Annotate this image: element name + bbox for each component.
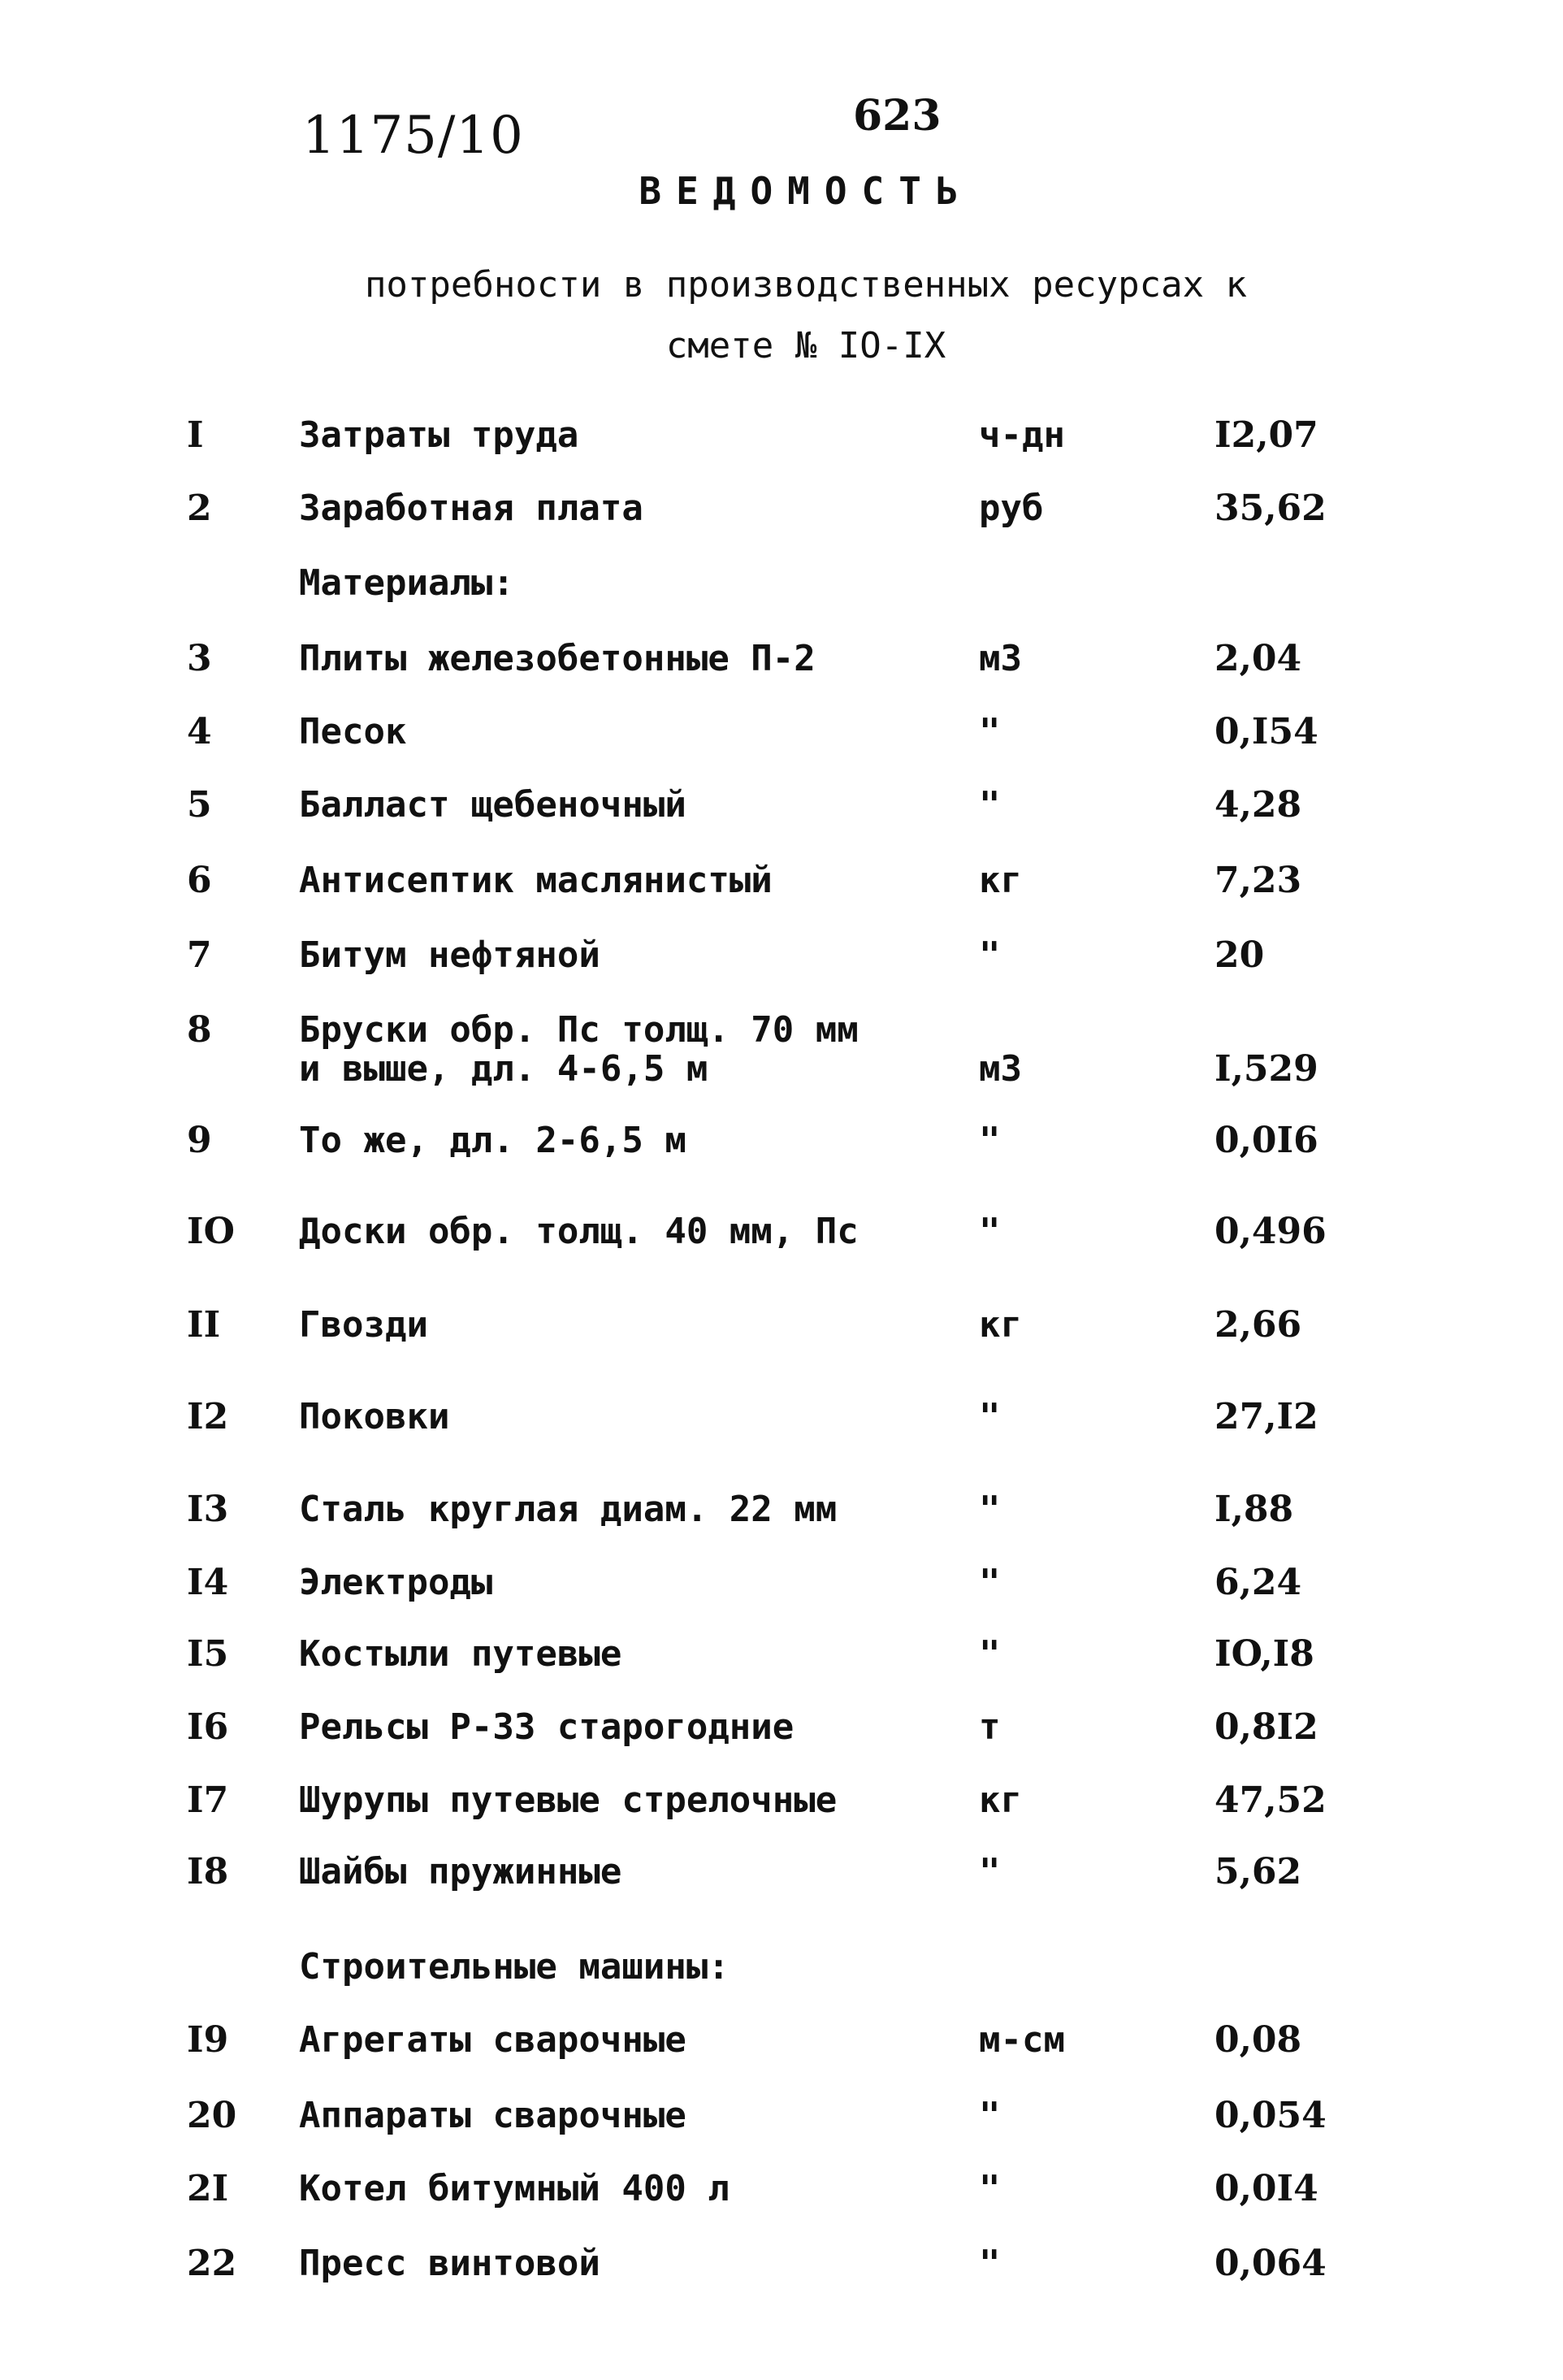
row-unit: " [979, 711, 1001, 752]
row-unit: " [979, 934, 1001, 976]
row-number: 2I [187, 2168, 229, 2209]
row-number: I6 [187, 1706, 229, 1748]
row-quantity: 7,23 [1214, 860, 1302, 901]
subtitle-line-1: потребности в производственных ресурсах к [364, 264, 1248, 306]
row-unit: " [979, 1633, 1001, 1675]
row-quantity: 27,I2 [1214, 1396, 1318, 1437]
row-quantity: 2,66 [1214, 1304, 1302, 1346]
row-unit: кг [979, 1780, 1022, 1821]
row-unit: ч-дн [979, 414, 1065, 456]
row-unit: кг [979, 860, 1022, 901]
row-quantity: I,88 [1214, 1489, 1294, 1530]
section-heading-machines: Строительные машины: [299, 1946, 730, 1988]
row-quantity: 0,054 [1214, 2095, 1327, 2136]
row-name: Костыли путевые [299, 1633, 622, 1675]
row-number: 6 [187, 860, 212, 901]
row-name: Песок [299, 711, 407, 752]
row-unit: кг [979, 1304, 1022, 1346]
row-unit: " [979, 2095, 1001, 2136]
row-number: I5 [187, 1633, 229, 1675]
row-unit: " [979, 1851, 1001, 1892]
row-number: I8 [187, 1851, 229, 1892]
row-quantity: 2,04 [1214, 638, 1302, 679]
row-name: Затраты труда [299, 414, 579, 456]
row-name: Шайбы пружинные [299, 1851, 622, 1892]
row-unit: т [979, 1706, 1001, 1748]
row-quantity: 0,8I2 [1214, 1706, 1318, 1748]
row-name: Шурупы путевые стрелочные [299, 1780, 838, 1821]
row-name: Битум нефтяной [299, 934, 600, 976]
row-unit: м-см [979, 2019, 1065, 2061]
row-quantity: 0,0I4 [1214, 2168, 1318, 2209]
row-number: IO [187, 1211, 235, 1252]
row-number: 7 [187, 934, 212, 976]
row-quantity: 4,28 [1214, 784, 1302, 826]
row-quantity: I2,07 [1214, 414, 1318, 456]
row-name: Агрегаты сварочные [299, 2019, 686, 2061]
row-quantity: 5,62 [1214, 1851, 1302, 1892]
row-name: Аппараты сварочные [299, 2095, 686, 2136]
row-unit: " [979, 2243, 1001, 2284]
row-name: Антисептик маслянистый [299, 860, 773, 901]
row-number: I [187, 414, 204, 456]
row-name: Сталь круглая диам. 22 мм [299, 1489, 838, 1530]
row-number: 2 [187, 488, 212, 529]
row-unit: " [979, 1396, 1001, 1437]
row-name: Гвозди [299, 1304, 428, 1346]
row-quantity: 6,24 [1214, 1562, 1302, 1603]
row-unit: " [979, 1489, 1001, 1530]
row-unit: " [979, 784, 1001, 826]
row-unit: м3 [979, 638, 1022, 679]
row-quantity: 0,496 [1214, 1211, 1327, 1252]
row-quantity: IO,I8 [1214, 1633, 1314, 1675]
row-number: 8 [187, 1009, 212, 1051]
row-name: Котел битумный 400 л [299, 2168, 730, 2209]
row-number: 20 [187, 2095, 237, 2136]
document-title: ВЕДОМОСТЬ [639, 169, 973, 213]
row-quantity: 0,064 [1214, 2243, 1327, 2284]
row-quantity: 0,08 [1214, 2019, 1302, 2061]
subtitle-line-2: смете № IO-IX [665, 325, 946, 366]
handwritten-reference: 1175/10 [302, 106, 524, 166]
row-quantity: 20 [1214, 934, 1265, 976]
row-number: 3 [187, 638, 212, 679]
row-name: То же, дл. 2-6,5 м [299, 1120, 686, 1161]
row-quantity: I,529 [1214, 1048, 1318, 1090]
row-number: 5 [187, 784, 212, 826]
row-number: I9 [187, 2019, 229, 2061]
section-heading-materials: Материалы: [299, 562, 514, 604]
row-name: Рельсы Р-33 старогодние [299, 1706, 794, 1748]
row-unit: " [979, 1120, 1001, 1161]
row-unit: " [979, 2168, 1001, 2209]
row-unit: " [979, 1562, 1001, 1603]
row-number: I3 [187, 1489, 229, 1530]
row-unit: руб [979, 488, 1044, 529]
page-number: 623 [853, 91, 942, 141]
row-unit: " [979, 1211, 1001, 1252]
row-number: 22 [187, 2243, 237, 2284]
row-number: 4 [187, 711, 212, 752]
row-quantity: 0,0I6 [1214, 1120, 1318, 1161]
row-name: Поковки [299, 1396, 450, 1437]
row-number: II [187, 1304, 221, 1346]
row-number: I7 [187, 1780, 229, 1821]
row-quantity: 35,62 [1214, 488, 1327, 529]
row-number: I4 [187, 1562, 229, 1603]
row-number: 9 [187, 1120, 212, 1161]
row-number: I2 [187, 1396, 229, 1437]
row-name: Пресс винтовой [299, 2243, 600, 2284]
row-name: Балласт щебеночный [299, 784, 686, 826]
row-quantity: 47,52 [1214, 1780, 1327, 1821]
row-name: Плиты железобетонные П-2 [299, 638, 816, 679]
row-name: Заработная плата [299, 488, 643, 529]
row-name: Бруски обр. Пс толщ. 70 мм [299, 1009, 859, 1051]
row-name: Электроды [299, 1562, 493, 1603]
row-unit: м3 [979, 1048, 1022, 1090]
row-name: Доски обр. толщ. 40 мм, Пс [299, 1211, 859, 1252]
row-quantity: 0,I54 [1214, 711, 1318, 752]
row-name-continuation: и выше, дл. 4-6,5 м [299, 1048, 708, 1090]
